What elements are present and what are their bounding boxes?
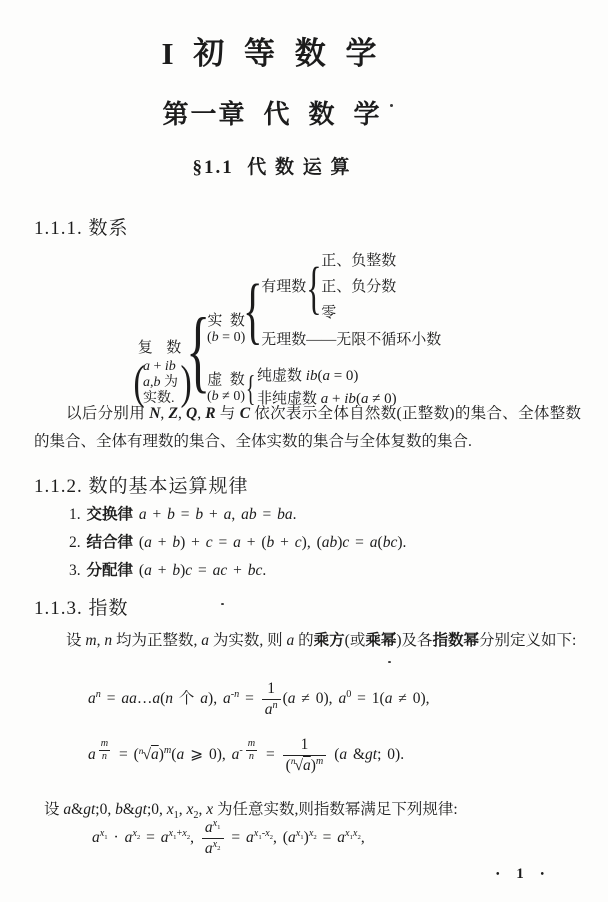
fractional-power-formula: a $^{\frac{m}{n}}$ = $(^n√a)^m(a$ ⩾ 0), $a^{- \frac{m}{n}}$ = $\frac{1}{(^n√a)^m}$ (a &gt; 0). bbox=[88, 736, 405, 774]
tree-root-complex-number bbox=[132, 339, 189, 407]
scan-speck bbox=[390, 104, 393, 107]
heading-1-1-3: 1.1.3. 指数 bbox=[34, 598, 129, 619]
exponent-rules-paragraph: 设 a&gt;0, b&gt;0, $x_1$, $x_2$, x 为任意实数,则指数幂满足下列规律: bbox=[44, 801, 458, 822]
section-title: §1.1 代 数 运 算 bbox=[192, 157, 352, 178]
power-definition-formula: $a^n$ = aa…a(n 个 a), $a^{-n}$ = $\frac{1}{a^n}$ (a ≠ 0), $a^0 = 1(a \ne 0)$, bbox=[88, 680, 430, 718]
page-number-right-dot: • bbox=[540, 869, 544, 880]
page-number-left-dot: • bbox=[496, 869, 500, 880]
rational-number-label: 有理数 bbox=[261, 278, 307, 295]
imaginary-number-condition: (b ≠ 0) bbox=[207, 389, 246, 405]
real-brace bbox=[245, 276, 261, 346]
scan-speck bbox=[388, 661, 391, 663]
exponent-laws-formula: $a^{x_1} \cdot a^{x_2} = a^{x_1+x_2}$, $\frac{a^{x_1}}{a^{x_2}}$ = $a^{x_1-x_2}$, $(a^{x_1})^{x_2} = a^{x_1x_2}$, bbox=[92, 818, 365, 857]
number-system-tree bbox=[132, 252, 441, 409]
root-line-2: a,b 为 bbox=[143, 374, 178, 390]
root-line-1: a + ib bbox=[143, 358, 176, 374]
part-title: I 初 等 数 学 bbox=[161, 36, 383, 71]
real-number-branch bbox=[207, 252, 441, 350]
left-paren bbox=[134, 361, 141, 404]
root-line-3: 实数. bbox=[143, 390, 175, 406]
page-number bbox=[496, 866, 544, 883]
heading-1-1-2: 1.1.2. 数的基本运算规律 bbox=[34, 476, 249, 497]
rational-brace bbox=[307, 260, 321, 315]
scan-speck bbox=[221, 603, 224, 605]
rule-distributive: 3. 分配律 (a + b)c = ac + bc. bbox=[69, 562, 267, 579]
imaginary-number-label: 虚 数 bbox=[207, 372, 245, 389]
pure-imaginary-item: 纯虚数 ib(a = 0) bbox=[257, 368, 359, 384]
real-number-label: 实 数 bbox=[207, 313, 245, 330]
complex-number-label: 复 数 bbox=[137, 339, 184, 356]
heading-1-1-1: 1.1.1. 数系 bbox=[34, 218, 129, 239]
rational-number-branch bbox=[261, 252, 441, 322]
rational-item-integers: 正、负整数 bbox=[321, 253, 397, 269]
real-number-condition: (b = 0) bbox=[207, 330, 246, 345]
sets-notation-paragraph: 以后分别用 N, Z, Q, R 与 C 依次表示全体自然数(正整数)的集合、全体整数的集合、全体有理数的集合、全体实数的集合与全体复数的集合. bbox=[34, 405, 582, 450]
rule-associative: 2. 结合律 (a + b) + c = a + (b + c), (ab)c = a(bc). bbox=[69, 534, 407, 551]
rational-item-zero: 零 bbox=[321, 304, 337, 321]
root-brace bbox=[189, 307, 207, 394]
rational-item-fractions: 正、负分数 bbox=[321, 278, 397, 295]
page-number-value: 1 bbox=[516, 866, 524, 882]
exponent-intro-paragraph: 设 m, n 均为正整数, a 为实数, 则 a 的乘方(或乘幂)及各指数幂分别定义如下: bbox=[66, 632, 577, 649]
chapter-title: 第一章 代 数 学 bbox=[162, 100, 382, 129]
rule-commutative: 1. 交换律 a + b = b + a, ab = ba. bbox=[69, 506, 297, 523]
irrational-number-item: 无理数——无限不循环小数 bbox=[261, 332, 442, 349]
non-pure-imaginary-item: 非纯虚数 a + ib(a ≠ 0) bbox=[257, 390, 397, 407]
